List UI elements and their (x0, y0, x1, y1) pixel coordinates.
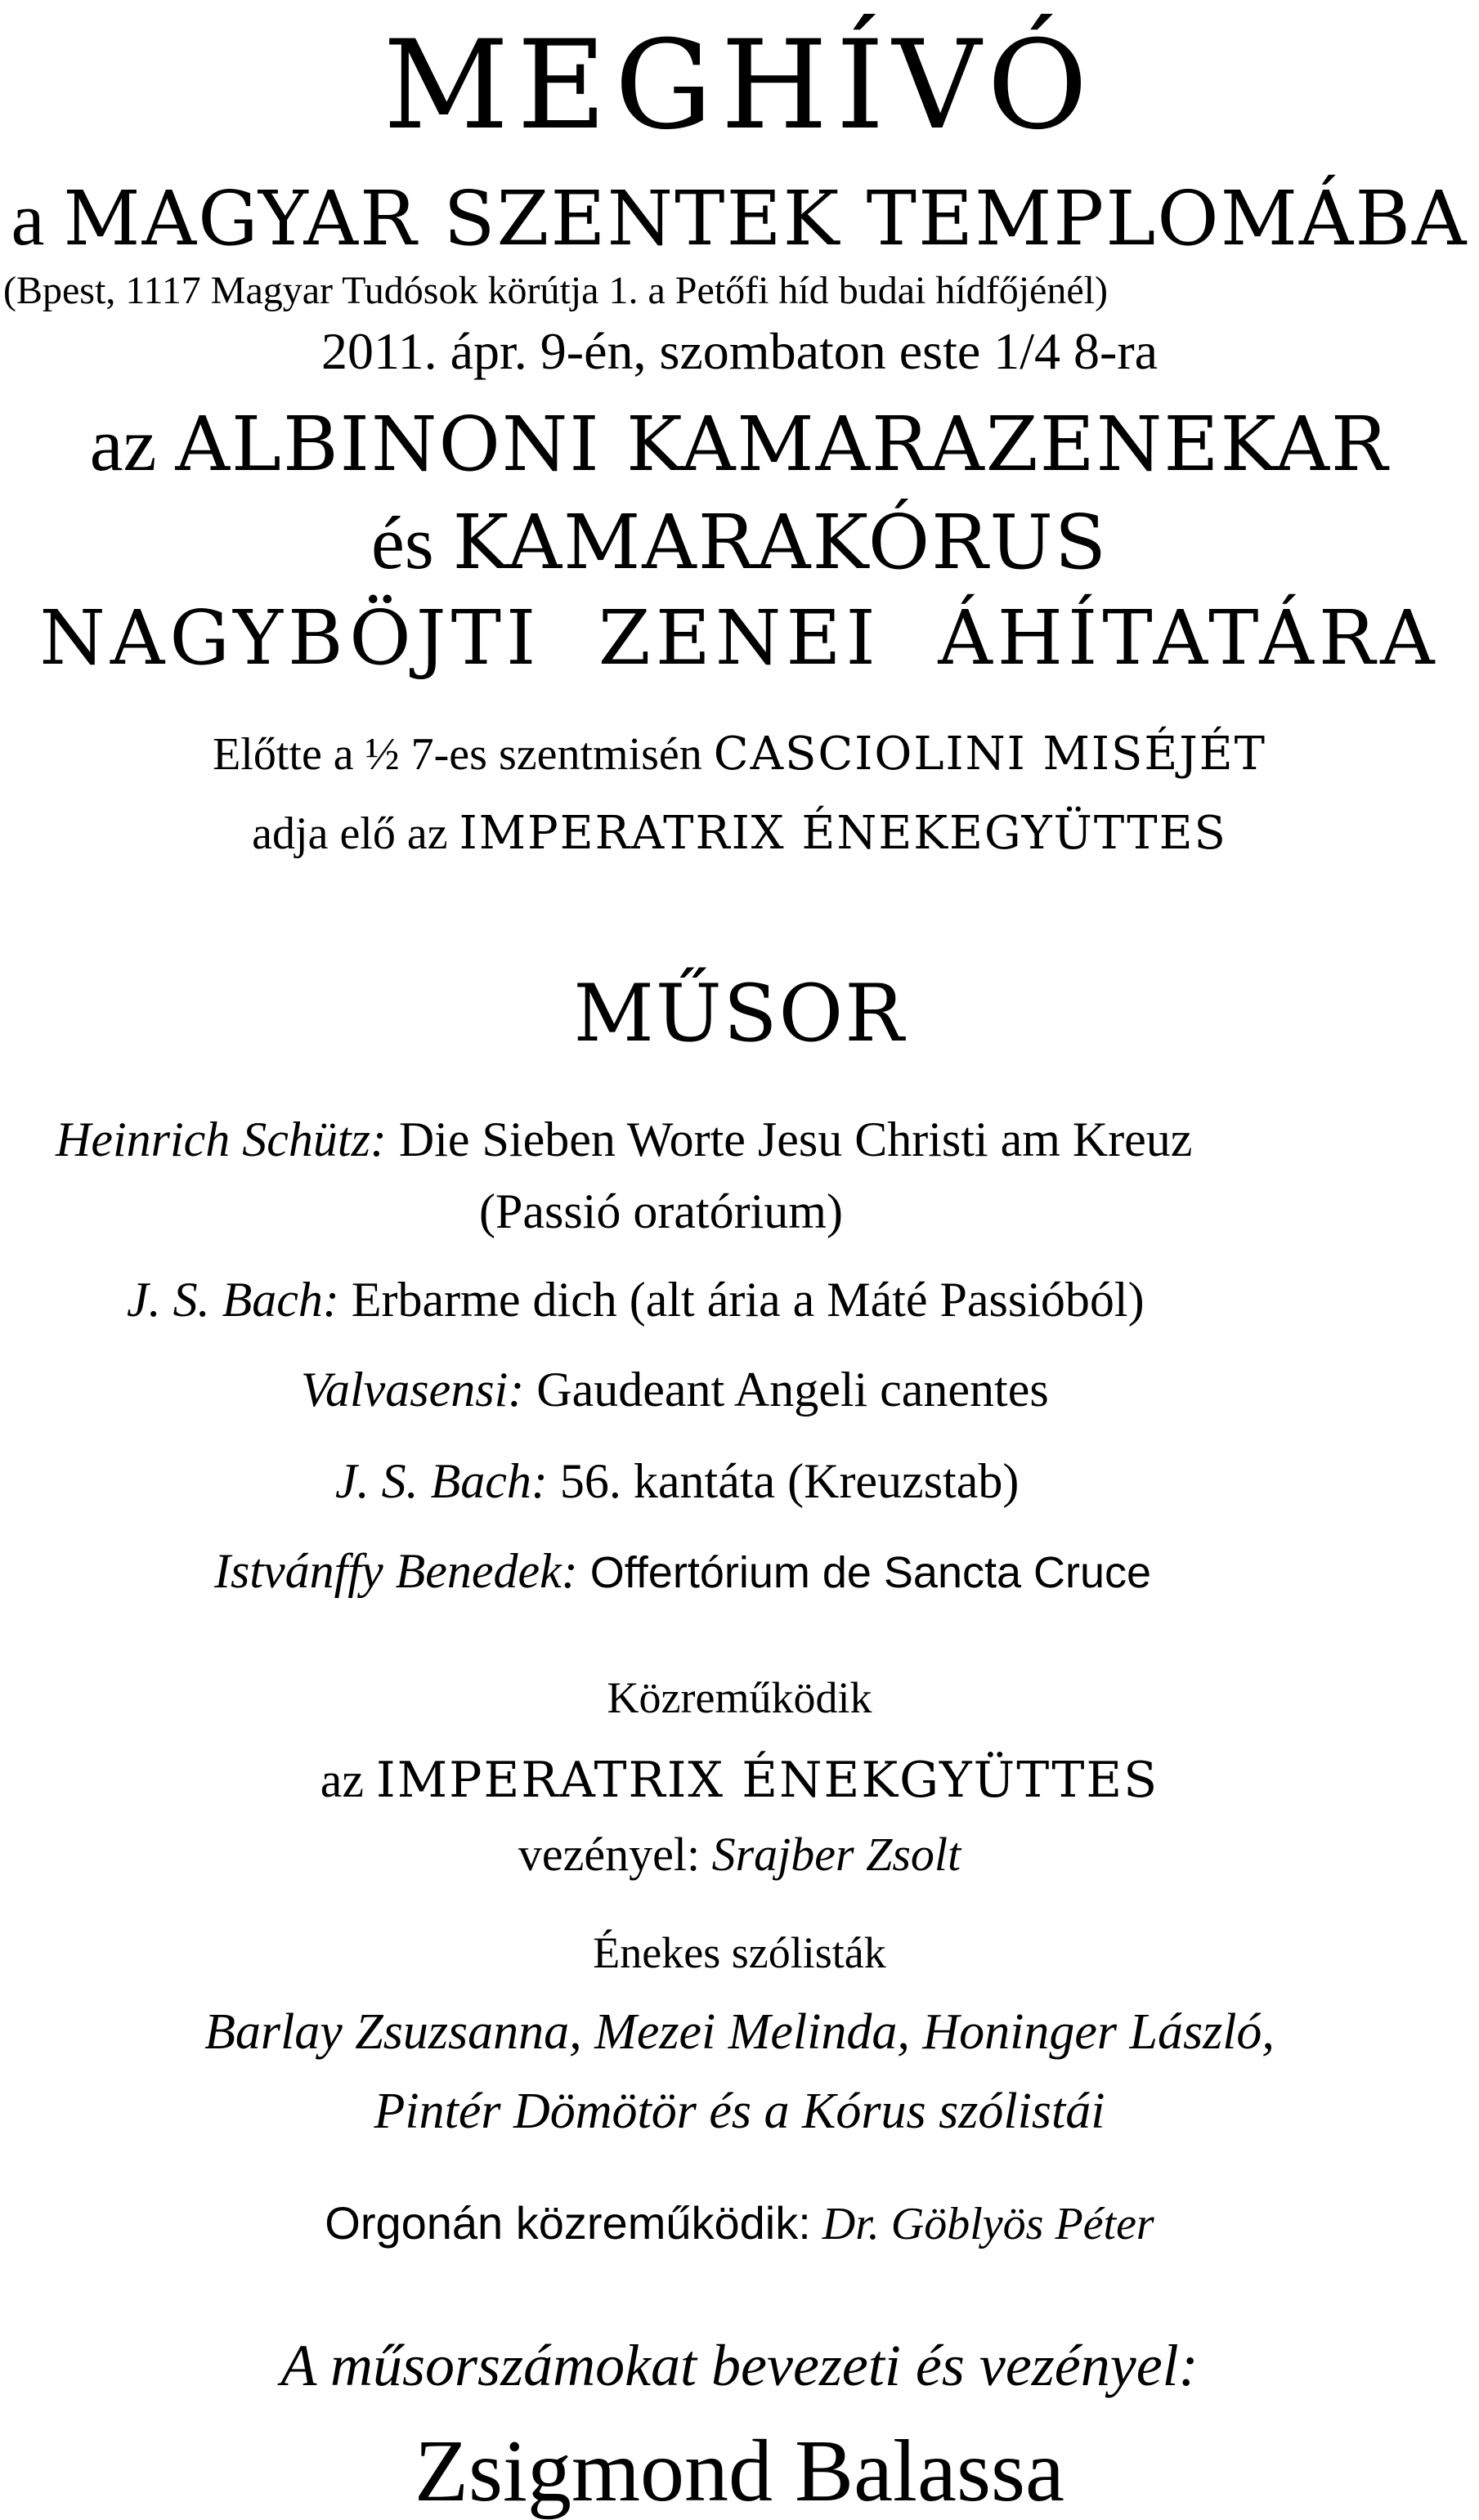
soloists-names-2: Pintér Dömötör és a Kórus szólistái (374, 2084, 1105, 2139)
collaborators-ensemble-line (0, 1752, 1479, 1809)
collaborators-label: Közreműködik (607, 1673, 872, 1722)
program-heading: MŰSOR (573, 968, 906, 1059)
organ-label: Orgonán közreműködik: (325, 2197, 811, 2249)
program-item (214, 1546, 1151, 1596)
soloists-names-1: Barlay Zsuzsanna, Mezei Melinda, Honinger László, (204, 2004, 1275, 2060)
program-item (127, 1273, 1145, 1327)
program-composer: Heinrich Schütz: (56, 1112, 387, 1166)
conductor-name: Srajber Zsolt (711, 1828, 961, 1881)
program-composer: J. S. Bach: (335, 1454, 548, 1508)
ensemble-prefix: az (89, 403, 157, 486)
organ-line (0, 2197, 1479, 2249)
venue-prefix: a (11, 177, 45, 261)
program-composer: Valvasensi: (301, 1363, 525, 1417)
choir-name: KAMARAKÓRUS (452, 499, 1108, 586)
main-conductor-name: Zsigmond Balassa (415, 2423, 1064, 2520)
event-date: 2011. ápr. 9-én, szombaton este 1/4 8-ra (320, 322, 1159, 380)
pre-mass-line-1 (0, 727, 1479, 781)
soloists-label: Énekes szólisták (593, 1928, 886, 1977)
program-work: (Passió oratórium) (479, 1184, 843, 1238)
program-work: Offertórium de Sancta Cruce (577, 1548, 1152, 1597)
pre-mass-line-2 (0, 807, 1479, 860)
choir-prefix: és (371, 501, 434, 584)
program-work: Die Sieben Worte Jesu Christi am Kreuz (386, 1112, 1193, 1166)
choir-line (0, 499, 1479, 586)
collaborators-prefix: az (320, 1753, 364, 1807)
event-name: NAGYBÖJTI ZENEI ÁHÍTATÁRA (39, 594, 1440, 682)
program-item (56, 1112, 1193, 1166)
collaborators-conductor-line (0, 1828, 1479, 1881)
program-work: Erbarme dich (alt ária a Máté Passióból) (338, 1273, 1145, 1327)
pre-mass-ensemble: IMPERATRIX ÉNEKEGYÜTTES (459, 807, 1227, 860)
organist-name: Dr. Göblyös Péter (822, 2199, 1154, 2249)
venue-name: MAGYAR SZENTEK TEMPLOMÁBA (63, 175, 1468, 262)
ensemble-line (0, 401, 1479, 488)
program-item-subtitle (479, 1184, 843, 1238)
venue-line (0, 175, 1479, 262)
program-composer: Istvánffy Benedek: (214, 1544, 578, 1598)
collaborators-ensemble: IMPERATRIX ÉNEKGYÜTTES (376, 1752, 1159, 1809)
pre-mass-text-1: Előtte a ½ 7-es szentmisén (213, 729, 702, 780)
pre-mass-text-2: adja elő az (252, 808, 448, 859)
program-composer: J. S. Bach: (127, 1273, 339, 1327)
ensemble-name: ALBINONI KAMARAZENEKAR (175, 401, 1390, 488)
conductor-label: vezényel: (518, 1828, 701, 1881)
invitation-title: MEGHÍVÓ (383, 15, 1096, 157)
intro-line: A műsorszámokat bevezeti és vezényel: (280, 2333, 1199, 2398)
program-work: 56. kantáta (Kreuzstab) (547, 1454, 1020, 1508)
program-item (301, 1363, 1049, 1417)
venue-address: (Bpest, 1117 Magyar Tudósok körútja 1. a Petőfi híd budai hídfőjénél) (3, 269, 1108, 312)
pre-mass-work: CASCIOLINI MISÉJÉT (713, 727, 1266, 781)
program-item (335, 1454, 1020, 1508)
program-work: Gaudeant Angeli canentes (524, 1363, 1049, 1417)
